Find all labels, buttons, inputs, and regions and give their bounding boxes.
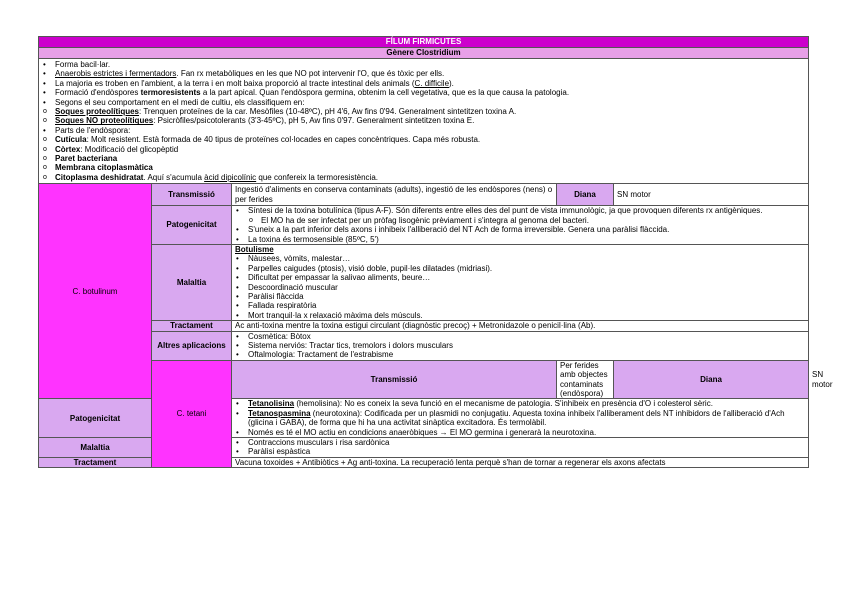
text-span: Membrana citoplasmàtica xyxy=(55,163,153,173)
text-span: La majoria es troben en l'ambient, a la terra i en molt baixa proporció al tracte intestinal dels animals ( xyxy=(55,78,415,88)
tetani-patogenicitat-list xyxy=(235,399,805,437)
tetani-malaltia-list xyxy=(235,438,805,457)
text-span: Anaerobis estrictes i fermentadors xyxy=(55,69,177,79)
list-item: • Paràlisi espàstica xyxy=(235,447,805,456)
botulinum-altres-list xyxy=(235,332,805,360)
text-span: Còrtex xyxy=(55,144,81,154)
tetani-tractament-label: Tractament xyxy=(39,457,152,467)
text-span: C. difficile xyxy=(414,78,450,88)
list-item xyxy=(235,428,805,437)
document-table: FÍLUM FIRMICUTES Gènere Clostridium • Forma bacil·lar. • Anaerobis estrictes i fermentadors. Fan rx metabòliques en les que NO pot intervenir l'O, que és tòxic per ells. • La majoria es troben en l'ambient, a la terra i en molt baixa proporció al tracte intestinal dels animals (C. difficile). • Formació d'endòspores termoresistents a la part apical. Quan l'endòspora germina, obtenim la cell vegetativa, que es la que causa la patologia. • Segons el seu comportament en el medi de cultiu, els classifiquem en: o Soques proteolítiques: Trenquen proteïnes de la car. Mesòfiles (10-48ºC), pH 4'6, Aw fins 0'94. Generalment sintetitzen toxina A. o Soques NO proteolítiques: Psicròfiles/psicotolerants (3'3-45ºC), pH 5, Aw fins 0'97. Generalment sintetitzen toxina E. • Parts de l'endòspora: o Cutícula: Molt resistent. Està formada de 40 tipus de proteïnes col·locades en capes concèntriques. Capa més robusta. o Còrtex: Modificació del glicopèptid o Paret bacteriana o Membrana citoplasmàtica o Citoplasma deshidratat. Aquí s'acumula àcid dipicolínic que confereix la termoresistència. C. botulinum Transmissió Ingestió d'aliments en conserva contaminats (adults), ingestió de les endòspores (nens) o per ferides Diana SN motor Patogenicitat • Síntesi de la toxina botulínica (tipus A-F). Són diferents entre elles des del punt de vista immunològic, ja que provoquen diferents rx antigèniques. o El MO ha de ser infectat per un pròfag lisogènic prèviament i s'integra al genoma del bacteri. • S'uneix a la part inferior dels axons i inhibeix l'alliberació del NT Ach de forma irreversible. Genera una paràlisi flàccida. • La toxina és termosensible (85ºC, 5') Malaltia Botulisme • Nàusees, vòmits, malestar… • Parpelles caigudes (ptosis), visió doble, pupil·les dilatades (midriasi). • Dificultat per empassar la salivao aliments, beure… • Descoordinació muscular • Paràlisi flàccida • Fallada respiratòria • Mort tranquil·la x relaxació màxima dels músculs. Tractament Ac anti-toxina mentre la toxina estigui circulant (diagnòstic precoç) + Metronidazole o penicil·lina (Ab). Altres aplicacions • Cosmètica: Bòtox • Sistema nerviós: Tractar tics, tremolors i dolors musculars • Oftalmologia: Tractament de l'estrabisme C. tetani Transmissió Per ferides amb objectes contaminats (endòspora) Diana SN motor Patogenicitat • Tetanolisina (hemolisina): No es coneix la seva funció en el mecanisme de patologia. S'inhibeix en presència d'O i colesterol sèric. • Tetanospasmina (neurotoxina): Codificada per un plasmidi no conjugatiu. Aquesta toxina inhibeix l'alliberament dels NT inhibidors de l'alliberació d'Ach (glicina i GABA), de forma que hi ha una activitat sinàptica excitadora. És termolàbil. • Només es té el MO actiu en condicions anaeròbiques → El MO germina i generarà la neurotoxina. Malaltia • Contraccions musculars i risa sardònica • Paràlisi espàstica Tractament Vacuna toxoides + Antibiòtics + Ag anti-toxina. La recuperació lenta perquè s'han de tornar a regenerar els axons afectats xyxy=(38,36,808,468)
botulinum-tractament-text: Ac anti-toxina mentre la toxina estigui circulant (diagnòstic precoç) + Metronidazole o penicil·lina (Ab). xyxy=(232,321,809,331)
intro-list xyxy=(42,60,805,182)
text-span: Tetanolisina xyxy=(248,399,295,409)
botulinum-malaltia-title: Botulisme xyxy=(235,244,274,254)
list-item xyxy=(42,126,805,135)
list-item: • Fallada respiratòria xyxy=(235,301,805,310)
species-botulinum: C. botulinum xyxy=(39,184,152,399)
text-span: : Modificació del glicopèptid xyxy=(80,144,179,154)
list-item xyxy=(235,206,805,215)
list-item xyxy=(235,409,805,428)
list-item xyxy=(42,107,805,116)
text-span: Paret bacteriana xyxy=(55,154,118,164)
list-item xyxy=(235,235,805,244)
text-span: Cutícula xyxy=(55,135,87,145)
text-span: (hemolisina): No es coneix la seva funció en el mecanisme de patologia. S'inhibeix en presència d'O i colesterol sèric. xyxy=(294,399,713,409)
text-span: : Psicròfiles/psicotolerants (3'3-45ºC), pH 5, Aw fins 0'97. Generalment sintetitzen toxina E. xyxy=(153,116,475,126)
list-item xyxy=(42,154,805,163)
intro-cell xyxy=(39,59,809,184)
botulinum-patogenicitat-cell xyxy=(232,206,809,245)
list-item: • Cosmètica: Bòtox xyxy=(235,332,805,341)
list-item xyxy=(235,399,805,408)
list-item: • Dificultat per empassar la salivao aliments, beure… xyxy=(235,273,805,282)
text-span: : Trenquen proteïnes de la car. Mesòfiles (10-48ºC), pH 4'6, Aw fins 0'94. Generalment sintetitzen toxina A. xyxy=(139,107,517,117)
text-span: àcid dipicolínic xyxy=(204,172,257,182)
list-item xyxy=(235,225,805,234)
text-span: Segons el seu comportament en el medi de cultiu, els classifiquem en: xyxy=(55,97,305,107)
botulinum-tractament-label: Tractament xyxy=(152,321,232,331)
list-item: • Descoordinació muscular xyxy=(235,283,805,292)
list-item xyxy=(42,163,805,172)
botulinum-diana-value: SN motor xyxy=(614,184,809,206)
botulinum-transmissio-label: Transmissió xyxy=(152,184,232,206)
list-item: • Sistema nerviós: Tractar tics, tremolors i dolors musculars xyxy=(235,341,805,350)
tetani-transmissio-label: Transmissió xyxy=(232,360,557,399)
list-item xyxy=(42,145,805,154)
text-span: que confereix la termoresistència. xyxy=(256,172,379,182)
text-span: S'uneix a la part inferior dels axons i inhibeix l'alliberació del NT Ach de forma irreversible. Genera una paràlisi flàccida. xyxy=(248,225,670,235)
text-span: Forma bacil·lar. xyxy=(55,60,111,69)
list-item: • Parpelles caigudes (ptosis), visió doble, pupil·les dilatades (midriasi). xyxy=(235,264,805,273)
text-span: Només es té el MO actiu en condicions anaeròbiques → El MO germina i generarà la neurotoxina. xyxy=(248,427,597,437)
text-span: Soques NO proteolítiques xyxy=(55,116,154,126)
text-span: Síntesi de la toxina botulínica (tipus A-F). Són diferents entre elles des del punt de vista immunològic, ja que provoquen diferents rx antigèniques. xyxy=(248,206,763,216)
text-span: termoresistents xyxy=(140,88,201,98)
tetani-patogenicitat-cell xyxy=(232,399,809,438)
species-tetani: C. tetani xyxy=(152,360,232,467)
botulinum-altres-cell xyxy=(232,331,809,360)
text-span: a la part apical. Quan l'endòspora germina, obtenim la cell vegetativa, que es la que causa la patologia. xyxy=(200,88,570,98)
text-span: Soques proteolítiques xyxy=(55,107,140,117)
list-item xyxy=(42,98,805,107)
list-item xyxy=(42,88,805,97)
text-span: Formació d'endòspores xyxy=(55,88,141,98)
text-span: : Molt resistent. Està formada de 40 tipus de proteïnes col·locades en capes concèntriques. Capa més robusta. xyxy=(86,135,481,145)
list-item xyxy=(42,135,805,144)
botulinum-malaltia-label: Malaltia xyxy=(152,244,232,320)
botulinum-diana-label: Diana xyxy=(557,184,614,206)
text-span: ). xyxy=(449,78,454,88)
list-item xyxy=(42,60,805,69)
list-item xyxy=(42,116,805,125)
list-item xyxy=(42,69,805,78)
text-span: Parts de l'endòspora: xyxy=(55,125,131,135)
botulinum-transmissio-text: Ingestió d'aliments en conserva contaminats (adults), ingestió de les endòspores (nens) o per ferides xyxy=(232,184,557,206)
tetani-patogenicitat-label: Patogenicitat xyxy=(39,399,152,438)
botulinum-patogenicitat-label: Patogenicitat xyxy=(152,206,232,245)
tetani-malaltia-label: Malaltia xyxy=(39,438,152,458)
list-item: • Contraccions musculars i risa sardònica xyxy=(235,438,805,447)
botulinum-malaltia-list xyxy=(235,254,805,320)
tetani-diana-label: Diana xyxy=(614,360,809,399)
list-item xyxy=(235,216,805,225)
tetani-tractament-text: Vacuna toxoides + Antibiòtics + Ag anti-toxina. La recuperació lenta perquè s'han de tornar a regenerar els axons afectats xyxy=(232,457,809,467)
list-item: • Oftalmologia: Tractament de l'estrabisme xyxy=(235,350,805,359)
list-item xyxy=(42,173,805,182)
text-span: Tetanospasmina xyxy=(248,408,311,418)
list-item: • Nàusees, vòmits, malestar… xyxy=(235,254,805,263)
botulinum-patogenicitat-list xyxy=(235,206,805,244)
text-span: . Aquí s'acumula xyxy=(143,172,205,182)
text-span: (neurotoxina): Codificada per un plasmidi no conjugatiu. Aquesta toxina inhibeix l'alliberament dels NT inhibidors de l'alliberació d'Ach (glicina i GABA), de forma que hi ha una activitat sinàptica excitadora. És termolàbil. xyxy=(248,408,785,428)
tetani-malaltia-cell xyxy=(232,438,809,458)
list-item: • Paràlisi flàccida xyxy=(235,292,805,301)
text-span: El MO ha de ser infectat per un pròfag lisogènic prèviament i s'integra al genoma del bacteri. xyxy=(261,215,589,225)
botulinum-altres-label: Altres aplicacions xyxy=(152,331,232,360)
tetani-transmissio-text: Per ferides amb objectes contaminats (endòspora) xyxy=(557,360,614,399)
page-title: FÍLUM FIRMICUTES xyxy=(39,37,809,48)
botulinum-malaltia-cell xyxy=(232,244,809,320)
list-item: • Mort tranquil·la x relaxació màxima dels músculs. xyxy=(235,311,805,320)
list-item xyxy=(42,79,805,88)
text-span: La toxina és termosensible (85ºC, 5') xyxy=(248,234,379,244)
text-span: . Fan rx metabòliques en les que NO pot intervenir l'O, que és tòxic per ells. xyxy=(176,69,445,79)
page-subtitle: Gènere Clostridium xyxy=(39,48,809,59)
text-span: Citoplasma deshidratat xyxy=(55,172,144,182)
